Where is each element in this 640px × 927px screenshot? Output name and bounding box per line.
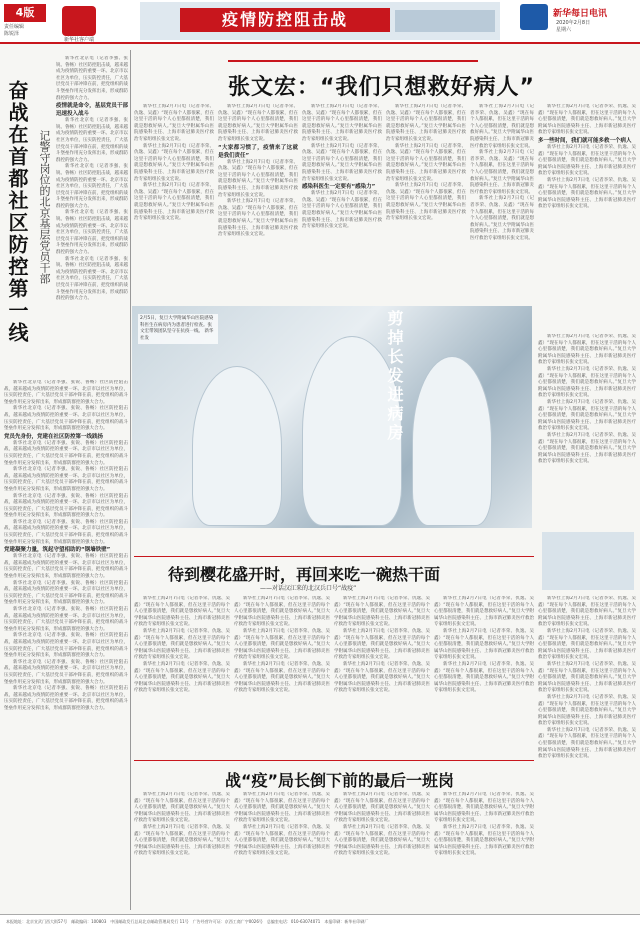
inset-photo bbox=[542, 532, 634, 590]
second-story-body-repeat: 新华社上海2月7日电（记者李荣、仇逸、吴鑫）“现在每个人都很累，但在这里干活的每个人心里都很清楚，我们就是想救好病人。”复旦大学附属华山医院感染科主任、上海市新冠肺炎医疗救治专家组组长张文宏说。 bbox=[334, 596, 430, 628]
main-story-body-repeat: 新华社上海2月7日电（记者李荣、仇逸、吴鑫）“现在每个人都很累，但在这里干活的每个人心里都很清楚，我们就是想救好病人。”复旦大学附属华山医院感染科主任、上海市新冠肺炎医疗救治专家组组长张文宏说。 bbox=[218, 159, 298, 198]
section-rule bbox=[134, 760, 534, 761]
second-story-body: 新华社上海2月7日电（记者李荣、仇逸、吴鑫）“现在每个人都很累，但在这里干活的每个人心里都很清楚，我们就是想救好病人。”复旦大学附属华山医院感染科主任、上海市新冠肺炎医疗救治专家组组长张文宏说。 bbox=[134, 596, 230, 628]
left-story-headline: 奋战在首都社区防控第一线 bbox=[5, 80, 29, 344]
left-story-body-repeat: 新华社北京电（记者李强、张锐、鲁畅）社区防控阻击战，越来越成为疫情防控的重要一环。北京市以社区为单位，压实防控责任，广大基层党员干部冲锋在前，把党组织的战斗堡垒作用充分发挥出来，形成群防群控的强大合力。 bbox=[56, 256, 128, 302]
third-story-column-1 bbox=[134, 792, 230, 910]
left-story-column-2 bbox=[4, 380, 128, 910]
main-story-body: 新华社上海2月7日电（记者李荣、仇逸、吴鑫）“现在每个人都很累，但在这里干活的每个人心里都很清楚，我们就是想救好病人。”复旦大学附属华山医院感染科主任、上海市新冠肺炎医疗救治专家组组长张文宏说。 bbox=[134, 104, 214, 142]
issue-date: 2020年2月8日 星期六 bbox=[556, 20, 591, 33]
second-story-body-repeat: 新华社上海2月7日电（记者李荣、仇逸、吴鑫）“现在每个人都很累，但在这里干活的每个人心里都很清楚，我们就是想救好病人。”复旦大学附属华山医院感染科主任、上海市新冠肺炎医疗救治专家组组长张文宏说。 bbox=[334, 661, 430, 694]
left-story-body-repeat: 新华社北京电（记者李强、张锐、鲁畅）社区防控阻击战，越来越成为疫情防控的重要一环。北京市以社区为单位，压实防控责任，广大基层党员干部冲锋在前，把党组织的战斗堡垒作用充分发挥出来，形成群防群控的强大合力。 bbox=[4, 607, 128, 632]
main-story-column-3 bbox=[302, 104, 382, 304]
main-story-column-2 bbox=[218, 104, 298, 304]
main-story-body-repeat: 新华社上海2月7日电（记者李荣、仇逸、吴鑫）“现在每个人都很累，但在这里干活的每个人心里都很清楚，我们就是想救好病人。”复旦大学附属华山医院感染科主任、上海市新冠肺炎医疗救治专家组组长张文宏说。 bbox=[302, 104, 382, 142]
third-story-body-repeat: 新华社上海2月7日电（记者李荣、仇逸、吴鑫）“现在每个人都很累，但在这里干活的每个人心里都很清楚，我们就是想救好病人。”复旦大学附属华山医院感染科主任、上海市新冠肺炎医疗救治专家组组长张文宏说。 bbox=[134, 824, 230, 857]
second-story-column-1 bbox=[134, 596, 230, 756]
main-story-body-repeat: 新华社上海2月7日电（记者李荣、仇逸、吴鑫）“现在每个人都很累，但在这里干活的每个人心里都很清楚，我们就是想救好病人。”复旦大学附属华山医院感染科主任、上海市新冠肺炎医疗救治专家组组长张文宏说。 bbox=[386, 183, 466, 222]
third-story-headline: 战“疫”局长倒下前的最后一班岗 bbox=[225, 771, 455, 790]
newspaper-name: 新华每日电讯 bbox=[553, 9, 608, 19]
second-story-column-3 bbox=[334, 596, 430, 756]
headline-rule bbox=[228, 60, 478, 62]
section-rule bbox=[134, 556, 534, 557]
second-story-column-2 bbox=[234, 596, 330, 756]
main-story-column-5 bbox=[470, 104, 534, 304]
left-story-body-repeat: 新华社北京电（记者李强、张锐、鲁畅）社区防控阻击战，越来越成为疫情防控的重要一环。北京市以社区为单位，压实防控责任，广大基层党员干部冲锋在前，把党组织的战斗堡垒作用充分发挥出来，形成群防群控的强大合力。 bbox=[4, 686, 128, 711]
second-story-body-repeat: 新华社上海2月7日电（记者李荣、仇逸、吴鑫）“现在每个人都很累，但在这里干活的每个人心里都很清楚，我们就是想救好病人。”复旦大学附属华山医院感染科主任、上海市新冠肺炎医疗救治专家组组长张文宏说。 bbox=[134, 628, 230, 661]
logo-caption: 新华社客户端 bbox=[64, 37, 95, 43]
main-story-body-repeat: 新华社上海2月7日电（记者李荣、仇逸、吴鑫）“现在每个人都很累，但在这里干活的每个人心里都很清楚，我们就是想救好病人。”复旦大学附属华山医院感染科主任、上海市新冠肺炎医疗救治专家组组长张文宏说。 bbox=[538, 694, 636, 727]
left-story-body-repeat: 新华社北京电（记者李强、张锐、鲁畅）社区防控阻击战，越来越成为疫情防控的重要一环。北京市以社区为单位，压实防控责任，广大基层党员干部冲锋在前，把党组织的战斗堡垒作用充分发挥出来，形成群防群控的强大合力。 bbox=[4, 406, 128, 432]
column-divider bbox=[130, 50, 131, 910]
main-story-column-4 bbox=[386, 104, 466, 304]
left-story-body-repeat: 新华社北京电（记者李强、张锐、鲁畅）社区防控阻击战，越来越成为疫情防控的重要一环。北京市以社区为单位，压实防控责任，广大基层党员干部冲锋在前，把党组织的战斗堡垒作用充分发挥出来，形成群防群控的强大合力。 bbox=[56, 210, 128, 256]
main-story-body-repeat: 新华社上海2月7日电（记者李荣、仇逸、吴鑫）“现在每个人都很累，但在这里干活的每个人心里都很清楚，我们就是想救好病人。”复旦大学附属华山医院感染科主任、上海市新冠肺炎医疗救治专家组组长张文宏说。 bbox=[134, 143, 214, 182]
photo-figure bbox=[412, 356, 492, 526]
main-story-body-repeat: 新华社上海2月7日电（记者李荣、仇逸、吴鑫）“现在每个人都很累，但在这里干活的每个人心里都很清楚，我们就是想救好病人。”复旦大学附属华山医院感染科主任、上海市新冠肺炎医疗救治专家组组长张文宏说。 bbox=[386, 104, 466, 142]
main-story-body-repeat: 新华社上海2月7日电（记者李荣、仇逸、吴鑫）“现在每个人都很累，但在这里干活的每个人心里都很清楚，我们就是想救好病人。”复旦大学附属华山医院感染科主任、上海市新冠肺炎医疗救治专家组组长张文宏说。 bbox=[538, 104, 636, 136]
editor-credit: 责任编辑 陈锐泽 bbox=[4, 24, 25, 37]
third-story-body-repeat: 新华社上海2月7日电（记者李荣、仇逸、吴鑫）“现在每个人都很累，但在这里干活的每个人心里都很清楚，我们就是想救好病人。”复旦大学附属华山医院感染科主任、上海市新冠肺炎医疗救治专家组组长张文宏说。 bbox=[334, 824, 430, 857]
left-story-body-repeat: 新华社北京电（记者李强、张锐、鲁畅）社区防控阻击战，越来越成为疫情防控的重要一环。北京市以社区为单位，压实防控责任，广大基层党员干部冲锋在前，把党组织的战斗堡垒作用充分发挥出来，形成群防群控的强大合力。 bbox=[4, 633, 128, 659]
right-column-bottom bbox=[538, 596, 636, 906]
main-story-body-repeat: 新华社上海2月7日电（记者李荣、仇逸、吴鑫）“现在每个人都很累，但在这里干活的每个人心里都很清楚，我们就是想救好病人。”复旦大学附属华山医院感染科主任、上海市新冠肺炎医疗救治专家组组长张文宏说。 bbox=[538, 432, 636, 465]
main-story-headline: 张文宏：“我们只想救好病人” bbox=[228, 75, 535, 100]
left-story-body-repeat: 新华社北京电（记者李强、张锐、鲁畅）社区防控阻击战，越来越成为疫情防控的重要一环。北京市以社区为单位，压实防控责任，广大基层党员干部冲锋在前，把党组织的战斗堡垒作用充分发挥出来，形成群防群控的强大合力。 bbox=[4, 519, 128, 545]
left-story-subheadline: 记警守岗位的北京基层党员干部 bbox=[38, 130, 51, 284]
main-story-body-repeat: 新华社上海2月7日电（记者李荣、仇逸、吴鑫）“现在每个人都很累，但在这里干活的每个人心里都很清楚，我们就是想救好病人。”复旦大学附属华山医院感染科主任、上海市新冠肺炎医疗救治专家组组长张文宏说。 bbox=[302, 143, 382, 182]
left-story-column-1 bbox=[56, 56, 128, 376]
third-story-column-4 bbox=[434, 792, 534, 910]
third-story-body-repeat: 新华社上海2月7日电（记者李荣、仇逸、吴鑫）“现在每个人都很累，但在这里干活的每个人心里都很清楚，我们就是想救好病人。”复旦大学附属华山医院感染科主任、上海市新冠肺炎医疗救治专家组组长张文宏说。 bbox=[234, 824, 330, 857]
left-story-body-repeat: 新华社北京电（记者李强、张锐、鲁畅）社区防控阻击战，越来越成为疫情防控的重要一环。北京市以社区为单位，压实防控责任，广大基层党员干部冲锋在前，把党组织的战斗堡垒作用充分发挥出来，形成群防群控的强大合力。 bbox=[4, 580, 128, 606]
left-story-body-repeat: 新华社北京电（记者李强、张锐、鲁畅）社区防控阻击战，越来越成为疫情防控的重要一环。北京市以社区为单位，压实防控责任，广大基层党员干部冲锋在前，把党组织的战斗堡垒作用充分发挥出来，形成群防群控的强大合力。 bbox=[4, 659, 128, 685]
main-story-body-repeat: 新华社上海2月7日电（记者李荣、仇逸、吴鑫）“现在每个人都很累，但在这里干活的每个人心里都很清楚，我们就是想救好病人。”复旦大学附属华山医院感染科主任、上海市新冠肺炎医疗救治专家组组长张文宏说。 bbox=[218, 199, 298, 238]
second-story-subheadline: ——对话汉江来的北汉兵口号“战疫” bbox=[260, 585, 357, 592]
left-story-body: 新华社北京电（记者李强、张锐、鲁畅）社区防控阻击战，越来越成为疫情防控的重要一环。北京市以社区为单位，压实防控责任，广大基层党员干部冲锋在前，把党组织的战斗堡垒作用充分发挥出来，形成群防群控的强大合力。 bbox=[56, 56, 128, 101]
left-story-body-repeat: 新华社北京电（记者李强、张锐、鲁畅）社区防控阻击战，越来越成为疫情防控的重要一环。北京市以社区为单位，压实防控责任，广大基层党员干部冲锋在前，把党组织的战斗堡垒作用充分发挥出来，形成群防群控的强大合力。 bbox=[4, 493, 128, 519]
masthead bbox=[0, 0, 640, 44]
photo-caption-text: 2月5日，复旦大学附属华山医院感染科医生在病房内为患者进行检查。张文宏带领团队坚守在抗疫一线。 bbox=[140, 316, 214, 334]
second-story-body-repeat: 新华社上海2月7日电（记者李荣、仇逸、吴鑫）“现在每个人都很累，但在这里干活的每个人心里都很清楚，我们就是想救好病人。”复旦大学附属华山医院感染科主任、上海市新冠肺炎医疗救治专家组组长张文宏说。 bbox=[134, 661, 230, 694]
third-story-column-2 bbox=[234, 792, 330, 910]
second-story-column-4 bbox=[434, 596, 534, 756]
main-story-body-repeat: 新华社上海2月7日电（记者李荣、仇逸、吴鑫）“现在每个人都很累，但在这里干活的每个人心里都很清楚，我们就是想救好病人。”复旦大学附属华山医院感染科主任、上海市新冠肺炎医疗救治专家组组长张文宏说。 bbox=[470, 104, 534, 149]
left-story-body-repeat: 新华社北京电（记者李强、张锐、鲁畅）社区防控阻击战，越来越成为疫情防控的重要一环。北京市以社区为单位，压实防控责任，广大基层党员干部冲锋在前，把党组织的战斗堡垒作用充分发挥出来，形成群防群控的强大合力。 bbox=[4, 440, 128, 466]
left-story-subhead-1: 疫情就是命令，基层党员干部迅速投入战斗 bbox=[56, 103, 128, 118]
main-story-body-repeat: 新华社上海2月7日电（记者李荣、仇逸、吴鑫）“现在每个人都很累，但在这里干活的每个人心里都很清楚，我们就是想救好病人。”复旦大学附属华山医院感染科主任、上海市新冠肺炎医疗救治专家组组长张文宏说。 bbox=[538, 628, 636, 661]
third-story-body-repeat: 新华社上海2月7日电（记者李荣、仇逸、吴鑫）“现在每个人都很累，但在这里干活的每个人心里都很清楚，我们就是想救好病人。”复旦大学附属华山医院感染科主任、上海市新冠肺炎医疗救治专家组组长张文宏说。 bbox=[434, 824, 534, 857]
hospital-photo bbox=[132, 306, 532, 528]
second-story-body-repeat: 新华社上海2月7日电（记者李荣、仇逸、吴鑫）“现在每个人都很累，但在这里干活的每个人心里都很清楚，我们就是想救好病人。”复旦大学附属华山医院感染科主任、上海市新冠肺炎医疗救治专家组组长张文宏说。 bbox=[434, 628, 534, 661]
xinhua-client-logo-icon bbox=[62, 6, 96, 36]
photo-figure bbox=[192, 366, 282, 526]
page-number-badge: 4版 bbox=[4, 4, 46, 22]
main-story-column-1 bbox=[134, 104, 214, 304]
left-story-subhead-2: 党员先身份，党建在社区防控第一线践扬 bbox=[4, 433, 104, 440]
third-story-body: 新华社上海2月7日电（记者李荣、仇逸、吴鑫）“现在每个人都很累，但在这里干活的每个人心里都很清楚，我们就是想救好病人。”复旦大学附属华山医院感染科主任、上海市新冠肺炎医疗救治专家组组长张文宏说。 bbox=[134, 792, 230, 824]
main-story-body-repeat: 新华社上海2月7日电（记者李荣、仇逸、吴鑫）“现在每个人都很累，但在这里干活的每个人心里都很清楚，我们就是想救好病人。”复旦大学附属华山医院感染科主任、上海市新冠肺炎医疗救治专家组组长张文宏说。 bbox=[470, 150, 534, 195]
second-story-body-repeat: 新华社上海2月7日电（记者李荣、仇逸、吴鑫）“现在每个人都很累，但在这里干活的每个人心里都很清楚，我们就是想救好病人。”复旦大学附属华山医院感染科主任、上海市新冠肺炎医疗救治专家组组长张文宏说。 bbox=[234, 661, 330, 694]
left-story-body-repeat: 新华社北京电（记者李强、张锐、鲁畅）社区防控阻击战，越来越成为疫情防控的重要一环。北京市以社区为单位，压实防控责任，广大基层党员干部冲锋在前，把党组织的战斗堡垒作用充分发挥出来，形成群防群控的强大合力。 bbox=[56, 164, 128, 209]
right-column-top bbox=[538, 104, 636, 314]
main-story-body-repeat: 新华社上海2月7日电（记者李荣、仇逸、吴鑫）“现在每个人都很累，但在这里干活的每个人心里都很清楚，我们就是想救好病人。”复旦大学附属华山医院感染科主任、上海市新冠肺炎医疗救治专家组组长张文宏说。 bbox=[538, 727, 636, 760]
left-story-body-repeat: 新华社北京电（记者李强、张锐、鲁畅）社区防控阻击战，越来越成为疫情防控的重要一环。北京市以社区为单位，压实防控责任，广大基层党员干部冲锋在前，把党组织的战斗堡垒作用充分发挥出来，形成群防群控的强大合力。 bbox=[4, 467, 128, 492]
xinhua-news-logo-icon bbox=[520, 4, 548, 30]
second-story-body-repeat: 新华社上海2月7日电（记者李荣、仇逸、吴鑫）“现在每个人都很累，但在这里干活的每个人心里都很清楚，我们就是想救好病人。”复旦大学附属华山医院感染科主任、上海市新冠肺炎医疗救治专家组组长张文宏说。 bbox=[234, 596, 330, 628]
epidemic-banner bbox=[140, 2, 500, 40]
banner-title: 疫情防控阻击战 bbox=[180, 8, 390, 32]
left-story-body-repeat: 新华社北京电（记者李强、张锐、鲁畅）社区防控阻击战，越来越成为疫情防控的重要一环。北京市以社区为单位，压实防控责任，广大基层党员干部冲锋在前，把党组织的战斗堡垒作用充分发挥出来，形成群防群控的强大合力。 bbox=[4, 554, 128, 580]
banner-image bbox=[395, 10, 495, 32]
third-story-body-repeat: 新华社上海2月7日电（记者李荣、仇逸、吴鑫）“现在每个人都很累，但在这里干活的每个人心里都很清楚，我们就是想救好病人。”复旦大学附属华山医院感染科主任、上海市新冠肺炎医疗救治专家组组长张文宏说。 bbox=[434, 792, 534, 824]
photo-tagline: 剪掉长发进病房 bbox=[385, 310, 404, 443]
second-story-body-repeat: 新华社上海2月7日电（记者李荣、仇逸、吴鑫）“现在每个人都很累，但在这里干活的每个人心里都很清楚，我们就是想救好病人。”复旦大学附属华山医院感染科主任、上海市新冠肺炎医疗救治专家组组长张文宏说。 bbox=[434, 661, 534, 694]
photo-caption bbox=[138, 314, 218, 344]
main-story-body-repeat: 新华社上海2月7日电（记者李荣、仇逸、吴鑫）“现在每个人都很累，但在这里干活的每个人心里都很清楚，我们就是想救好病人。”复旦大学附属华山医院感染科主任、上海市新冠肺炎医疗救治专家组组长张文宏说。 bbox=[538, 177, 636, 210]
third-story-body-repeat: 新华社上海2月7日电（记者李荣、仇逸、吴鑫）“现在每个人都很累，但在这里干活的每个人心里都很清楚，我们就是想救好病人。”复旦大学附属华山医院感染科主任、上海市新冠肺炎医疗救治专家组组长张文宏说。 bbox=[334, 792, 430, 824]
left-story-body-repeat: 新华社北京电（记者李强、张锐、鲁畅）社区防控阻击战，越来越成为疫情防控的重要一环。北京市以社区为单位，压实防控责任，广大基层党员干部冲锋在前，把党组织的战斗堡垒作用充分发挥出来，形成群防群控的强大合力。 bbox=[56, 118, 128, 163]
main-story-body-repeat: 新华社上海2月7日电（记者李荣、仇逸、吴鑫）“现在每个人都很累，但在这里干活的每个人心里都很清楚，我们就是想救好病人。”复旦大学附属华山医院感染科主任、上海市新冠肺炎医疗救治专家组组长张文宏说。 bbox=[538, 366, 636, 399]
left-story-body-repeat: 新华社北京电（记者李强、张锐、鲁畅）社区防控阻击战，越来越成为疫情防控的重要一环。北京市以社区为单位，压实防控责任，广大基层党员干部冲锋在前，把党组织的战斗堡垒作用充分发挥出来，形成群防群控的强大合力。 bbox=[4, 380, 128, 405]
main-story-body-repeat: 新华社上海2月7日电（记者李荣、仇逸、吴鑫）“现在每个人都很累，但在这里干活的每个人心里都很清楚，我们就是想救好病人。”复旦大学附属华山医院感染科主任、上海市新冠肺炎医疗救治专家组组长张文宏说。 bbox=[538, 144, 636, 177]
main-story-subhead-2: 感染科医生一定要有“感染力” bbox=[302, 184, 376, 191]
main-story-body-repeat: 新华社上海2月7日电（记者李荣、仇逸、吴鑫）“现在每个人都很累，但在这里干活的每个人心里都很清楚，我们就是想救好病人。”复旦大学附属华山医院感染科主任、上海市新冠肺炎医疗救治专家组组长张文宏说。 bbox=[538, 334, 636, 366]
main-story-body-repeat: 新华社上海2月7日电（记者李荣、仇逸、吴鑫）“现在每个人都很累，但在这里干活的每个人心里都很清楚，我们就是想救好病人。”复旦大学附属华山医院感染科主任、上海市新冠肺炎医疗救治专家组组长张文宏说。 bbox=[538, 596, 636, 628]
main-story-body-repeat: 新华社上海2月7日电（记者李荣、仇逸、吴鑫）“现在每个人都很累，但在这里干活的每个人心里都很清楚，我们就是想救好病人。”复旦大学附属华山医院感染科主任、上海市新冠肺炎医疗救治专家组组长张文宏说。 bbox=[218, 104, 298, 142]
third-story-column-3 bbox=[334, 792, 430, 910]
right-column-middle bbox=[538, 334, 636, 524]
second-story-body-repeat: 新华社上海2月7日电（记者李荣、仇逸、吴鑫）“现在每个人都很累，但在这里干活的每个人心里都很清楚，我们就是想救好病人。”复旦大学附属华山医院感染科主任、上海市新冠肺炎医疗救治专家组组长张文宏说。 bbox=[334, 628, 430, 661]
main-story-body-repeat: 新华社上海2月7日电（记者李荣、仇逸、吴鑫）“现在每个人都很累，但在这里干活的每个人心里都很清楚，我们就是想救好病人。”复旦大学附属华山医院感染科主任、上海市新冠肺炎医疗救治专家组组长张文宏说。 bbox=[302, 191, 382, 230]
main-story-body-repeat: 新华社上海2月7日电（记者李荣、仇逸、吴鑫）“现在每个人都很累，但在这里干活的每个人心里都很清楚，我们就是想救好病人。”复旦大学附属华山医院感染科主任、上海市新冠肺炎医疗救治专家组组长张文宏说。 bbox=[470, 196, 534, 241]
page-footer: 本报地址：北京宣武门西大街57号 邮政编码：100803 中国邮政发行总局北京邮政管理局发行 11号 广告经营许可证：京西工商广字0026号 总编室电话：010-63074071 本报印刷：新华社印刷厂 bbox=[0, 914, 640, 927]
main-story-body-repeat: 新华社上海2月7日电（记者李荣、仇逸、吴鑫）“现在每个人都很累，但在这里干活的每个人心里都很清楚，我们就是想救好病人。”复旦大学附属华山医院感染科主任、上海市新冠肺炎医疗救治专家组组长张文宏说。 bbox=[134, 183, 214, 222]
main-story-body-repeat: 新华社上海2月7日电（记者李荣、仇逸、吴鑫）“现在每个人都很累，但在这里干活的每个人心里都很清楚，我们就是想救好病人。”复旦大学附属华山医院感染科主任、上海市新冠肺炎医疗救治专家组组长张文宏说。 bbox=[538, 399, 636, 432]
left-story-subhead-3: 党建凝聚力量，筑起守望相助的“钢墙铁壁” bbox=[4, 547, 111, 554]
second-story-body-repeat: 新华社上海2月7日电（记者李荣、仇逸、吴鑫）“现在每个人都很累，但在这里干活的每个人心里都很清楚，我们就是想救好病人。”复旦大学附属华山医院感染科主任、上海市新冠肺炎医疗救治专家组组长张文宏说。 bbox=[234, 628, 330, 661]
second-story-headline: 待到樱花盛开时，再回来吃一碗热干面 bbox=[168, 565, 441, 584]
photo-credit: 新华社发 bbox=[140, 329, 214, 341]
main-story-body-repeat: 新华社上海2月7日电（记者李荣、仇逸、吴鑫）“现在每个人都很累，但在这里干活的每个人心里都很清楚，我们就是想救好病人。”复旦大学附属华山医院感染科主任、上海市新冠肺炎医疗救治专家组组长张文宏说。 bbox=[386, 143, 466, 182]
third-story-body-repeat: 新华社上海2月7日电（记者李荣、仇逸、吴鑫）“现在每个人都很累，但在这里干活的每个人心里都很清楚，我们就是想救好病人。”复旦大学附属华山医院感染科主任、上海市新冠肺炎医疗救治专家组组长张文宏说。 bbox=[234, 792, 330, 824]
main-story-subhead-1: “大家都习惯了，疫情来了这就是我们责任” bbox=[218, 144, 298, 159]
main-story-body-repeat: 新华社上海2月7日电（记者李荣、仇逸、吴鑫）“现在每个人都很累，但在这里干活的每个人心里都很清楚，我们就是想救好病人。”复旦大学附属华山医院感染科主任、上海市新冠肺炎医疗救治专家组组长张文宏说。 bbox=[538, 661, 636, 694]
right-column-subhead: 多一些时间，我们就可能多救一个病人 bbox=[538, 137, 632, 144]
second-story-body-repeat: 新华社上海2月7日电（记者李荣、仇逸、吴鑫）“现在每个人都很累，但在这里干活的每个人心里都很清楚，我们就是想救好病人。”复旦大学附属华山医院感染科主任、上海市新冠肺炎医疗救治专家组组长张文宏说。 bbox=[434, 596, 534, 628]
